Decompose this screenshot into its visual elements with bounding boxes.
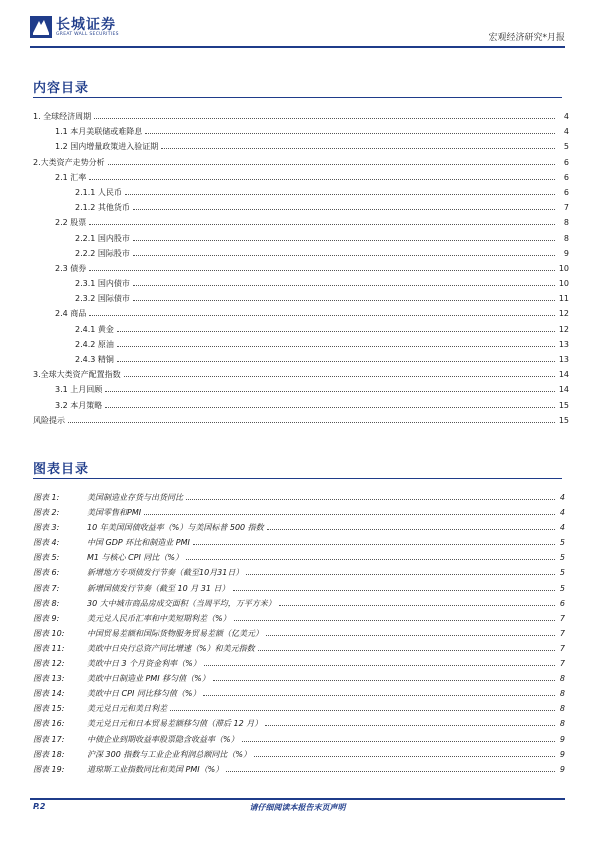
toc-entry[interactable]: [33, 215, 569, 230]
figure-page: 7: [559, 659, 565, 669]
figure-label: 图表 1:: [33, 493, 60, 502]
figure-title: 美国零售和PMI: [87, 508, 142, 518]
dot-leader: [144, 513, 555, 515]
toc-title-rule: [33, 97, 562, 98]
figure-label: 图表 11:: [33, 643, 65, 653]
figure-entry[interactable]: [33, 535, 565, 550]
toc-entry[interactable]: [33, 261, 569, 276]
logo-text-cn: 长城证券: [56, 17, 116, 33]
figure-entry[interactable]: [33, 762, 565, 777]
figure-label: 图表 5:: [33, 553, 60, 563]
toc-entry[interactable]: [33, 185, 569, 200]
figure-label: 图表 8:: [33, 598, 60, 608]
figure-entry[interactable]: [33, 505, 565, 520]
figure-page: 7: [559, 628, 565, 638]
figure-label: 图表 4:: [33, 538, 60, 548]
dot-leader: [186, 558, 555, 560]
figure-title: 中国 GDP 环比和制造业 PMI: [87, 538, 190, 548]
figure-title: 美国制造业存货与出货同比: [87, 493, 183, 502]
disclaimer-note: 请仔细阅读本报告末页声明: [249, 803, 346, 812]
dot-leader: [258, 649, 555, 651]
toc-entry-text: 3.1 上月回顾: [55, 385, 103, 395]
figure-title: 美元兑日元和日本贸易差额移匀值（滞后 12 月）: [87, 719, 263, 729]
figure-page: 5: [559, 568, 565, 578]
dot-leader: [265, 724, 555, 726]
dot-leader: [233, 589, 555, 591]
company-logo: [30, 14, 160, 44]
toc-entry-text: 2.2.1 国内股市: [75, 233, 130, 243]
dot-leader: [204, 664, 555, 666]
toc-entry-page: 13: [558, 339, 569, 349]
figure-page: 8: [559, 674, 565, 684]
figure-title: 道琼斯工业指数同比和美国 PMI（%）: [87, 764, 224, 774]
toc-entry-text: 2.大类资产走势分析: [33, 157, 105, 167]
figure-entry[interactable]: [33, 716, 565, 731]
figure-page: 8: [559, 704, 565, 714]
dot-leader: [105, 390, 555, 392]
dot-leader: [94, 117, 555, 119]
toc-entry-page: 10: [558, 279, 569, 289]
dot-leader: [117, 345, 555, 347]
dot-leader: [279, 604, 555, 606]
toc-entry[interactable]: [33, 109, 569, 124]
figure-entry[interactable]: [33, 732, 565, 747]
figure-entry[interactable]: [33, 686, 565, 701]
toc-entry-text: 2.4.3 精铜: [75, 355, 114, 364]
page-number: P.2: [33, 802, 46, 811]
dot-leader: [133, 208, 555, 210]
toc-entry-text: 1. 全球经济周期: [33, 112, 92, 121]
dot-leader: [234, 619, 555, 621]
toc-entry-text: 1.1 本月美联储或难降息: [55, 127, 143, 137]
figure-title: 中国贸易差额和国际货物服务贸易差额（亿美元）: [87, 628, 263, 638]
figure-page: 7: [559, 643, 565, 653]
figure-title: 沪深 300 指数与工业企业利润总额同比（%）: [87, 749, 251, 759]
dot-leader: [193, 543, 555, 545]
dot-leader: [108, 163, 555, 165]
dot-leader: [133, 254, 555, 256]
dot-leader: [133, 239, 555, 241]
dot-leader: [213, 679, 555, 681]
figure-entry[interactable]: [33, 520, 565, 535]
dot-leader: [125, 193, 555, 195]
figure-label: 图表 19:: [33, 764, 65, 774]
figures-title: 图表目录: [33, 462, 90, 477]
figure-entry[interactable]: [33, 581, 565, 596]
toc-entry[interactable]: [33, 200, 569, 215]
toc-entry[interactable]: [33, 398, 569, 413]
dot-leader: [203, 694, 555, 696]
figure-label: 图表 13:: [33, 674, 65, 684]
dot-leader: [226, 770, 555, 772]
dot-leader: [89, 223, 555, 225]
figure-entry[interactable]: [33, 611, 565, 626]
toc-entry-page: 15: [558, 415, 569, 425]
figure-title: 美欧中日 3 个月资金利率（%）: [87, 659, 201, 669]
dot-leader: [242, 740, 555, 742]
toc-entry[interactable]: [33, 367, 569, 382]
toc-entry[interactable]: [33, 170, 569, 185]
toc-entry-page: 7: [563, 203, 569, 213]
toc-entry-text: 2.2.2 国际股市: [75, 248, 130, 258]
dot-leader: [117, 360, 555, 362]
toc-entry[interactable]: [33, 382, 569, 397]
figure-label: 图表 16:: [33, 719, 65, 729]
toc-entry[interactable]: [33, 246, 569, 261]
toc-entry-page: 4: [563, 127, 569, 137]
toc-entry-text: 风险提示: [33, 415, 65, 425]
toc-entry-text: 2.3.1 国内债市: [75, 279, 130, 289]
dot-leader: [133, 284, 555, 286]
figure-page: 9: [559, 734, 565, 744]
figure-page: 4: [559, 523, 565, 533]
toc-entry-text: 2.3 债券: [55, 263, 87, 273]
dot-leader: [89, 269, 555, 271]
page-header: [30, 14, 565, 48]
figure-entry[interactable]: [33, 550, 565, 565]
toc-entry[interactable]: [33, 337, 569, 352]
logo-text-en: GREAT WALL SECURITIES: [56, 32, 119, 37]
figure-label: 图表 18:: [33, 749, 65, 759]
figure-title: 新增国债发行节奏（截至 10 月 31 日）: [87, 583, 230, 593]
toc-entry-text: 2.4.2 原油: [75, 339, 114, 349]
dot-leader: [267, 528, 555, 530]
list-of-figures: [33, 490, 565, 777]
dot-leader: [266, 634, 555, 636]
figure-page: 4: [559, 508, 565, 518]
toc-entry-page: 5: [563, 142, 569, 152]
dot-leader: [246, 573, 555, 575]
dot-leader: [161, 147, 555, 149]
toc-entry-page: 6: [563, 157, 569, 167]
figure-label: 图表 15:: [33, 704, 65, 714]
figure-title: 美元兑日元和美日利差: [87, 704, 167, 714]
figure-entry[interactable]: [33, 747, 565, 762]
figure-title: 美元兑人民币汇率和中美短期利差（%）: [87, 613, 231, 623]
toc-entry[interactable]: [33, 276, 569, 291]
figure-page: 8: [559, 719, 565, 729]
toc-entry[interactable]: [33, 139, 569, 154]
toc-entry[interactable]: [33, 124, 569, 139]
toc-entry-page: 9: [563, 248, 569, 258]
toc-entry-page: 12: [558, 309, 569, 319]
great-wall-logo-icon: [30, 16, 52, 38]
figure-label: 图表 9:: [33, 613, 60, 623]
figure-title: 美欧中日制造业 PMI 移匀值（%）: [87, 674, 210, 684]
figure-label: 图表 17:: [33, 734, 65, 744]
toc-entry-page: 13: [558, 355, 569, 364]
figure-page: 9: [559, 764, 565, 774]
toc-entry-text: 3.2 本月策略: [55, 400, 103, 410]
figure-page: 9: [559, 749, 565, 759]
toc-entry-text: 2.4.1 黄金: [75, 324, 114, 334]
figure-title: 美欧中日 CPI 同比移匀值（%）: [87, 689, 201, 699]
figure-entry[interactable]: [33, 701, 565, 716]
figure-entry[interactable]: [33, 671, 565, 686]
figure-entry[interactable]: [33, 490, 565, 505]
toc-entry[interactable]: [33, 306, 569, 321]
toc-entry-page: 14: [558, 385, 569, 395]
toc-entry-text: 2.1 汇率: [55, 172, 87, 182]
toc-entry-text: 2.1.2 其他货币: [75, 203, 130, 213]
toc-entry-page: 8: [563, 233, 569, 243]
toc-entry[interactable]: [33, 155, 569, 170]
toc-entry-text: 2.4 商品: [55, 309, 87, 319]
toc-entry-text: 2.3.2 国际债市: [75, 294, 130, 304]
toc-entry-page: 14: [558, 370, 569, 380]
toc-entry[interactable]: [33, 231, 569, 246]
footer-divider: [30, 798, 565, 800]
dot-leader: [68, 421, 555, 423]
figure-entry[interactable]: [33, 656, 565, 671]
dot-leader: [124, 375, 555, 377]
figure-title: 10 年美国国债收益率（%）与美国标普 500 指数: [87, 523, 264, 533]
dot-leader: [145, 132, 555, 134]
toc-entry-text: 1.2 国内增量政策进入验证期: [55, 142, 159, 152]
toc-entry-page: 11: [558, 294, 569, 304]
figure-title: 中债企业到期收益率股票隐含收益率（%）: [87, 734, 239, 744]
toc-entry-page: 15: [558, 400, 569, 410]
figure-page: 4: [559, 493, 565, 502]
figure-page: 5: [559, 553, 565, 563]
toc-entry-page: 6: [563, 187, 569, 197]
figure-title: 美欧中日央行总资产同比增速（%）和美元指数: [87, 643, 255, 653]
table-of-contents: [33, 109, 569, 428]
figure-title: 30 大中城市商品房成交面积（当周平均，万平方米）: [87, 598, 276, 608]
toc-title: 内容目录: [33, 81, 90, 96]
figure-label: 图表 3:: [33, 523, 60, 533]
toc-entry[interactable]: [33, 291, 569, 306]
figure-label: 图表 12:: [33, 659, 65, 669]
dot-leader: [89, 314, 555, 316]
figure-entry[interactable]: [33, 626, 565, 641]
figure-page: 6: [559, 598, 565, 608]
dot-leader: [105, 406, 555, 408]
figure-title: 新增地方专项债发行节奏（截至10月31日）: [87, 568, 244, 578]
toc-entry-text: 2.2 股票: [55, 218, 87, 228]
figure-entry[interactable]: [33, 641, 565, 656]
toc-entry[interactable]: [33, 322, 569, 337]
figure-page: 8: [559, 689, 565, 699]
toc-entry[interactable]: [33, 413, 569, 428]
header-divider: [30, 46, 565, 48]
figure-label: 图表 14:: [33, 689, 65, 699]
toc-entry-text: 2.1.1 人民币: [75, 187, 122, 197]
figure-page: 5: [559, 538, 565, 548]
figure-title: M1 与核心 CPI 同比（%）: [87, 553, 183, 563]
toc-entry-page: 12: [558, 324, 569, 334]
dot-leader: [186, 498, 555, 500]
figure-page: 7: [559, 613, 565, 623]
figure-label: 图表 10:: [33, 628, 65, 638]
dot-leader: [117, 330, 555, 332]
figure-page: 5: [559, 583, 565, 593]
figure-label: 图表 7:: [33, 583, 60, 593]
toc-entry-text: 3.全球大类资产配置指数: [33, 370, 121, 380]
report-type: 宏观经济研究*月报: [488, 33, 565, 43]
dot-leader: [254, 755, 555, 757]
toc-entry-page: 6: [563, 172, 569, 182]
figure-entry[interactable]: [33, 565, 565, 580]
figure-label: 图表 2:: [33, 508, 60, 518]
figures-title-rule: [33, 478, 562, 479]
toc-entry-page: 8: [563, 218, 569, 228]
toc-entry[interactable]: [33, 352, 569, 367]
figure-entry[interactable]: [33, 596, 565, 611]
dot-leader: [133, 299, 555, 301]
dot-leader: [89, 178, 555, 180]
toc-entry-page: 4: [563, 112, 569, 121]
dot-leader: [170, 709, 555, 711]
toc-entry-page: 10: [558, 263, 569, 273]
figure-label: 图表 6:: [33, 568, 60, 578]
